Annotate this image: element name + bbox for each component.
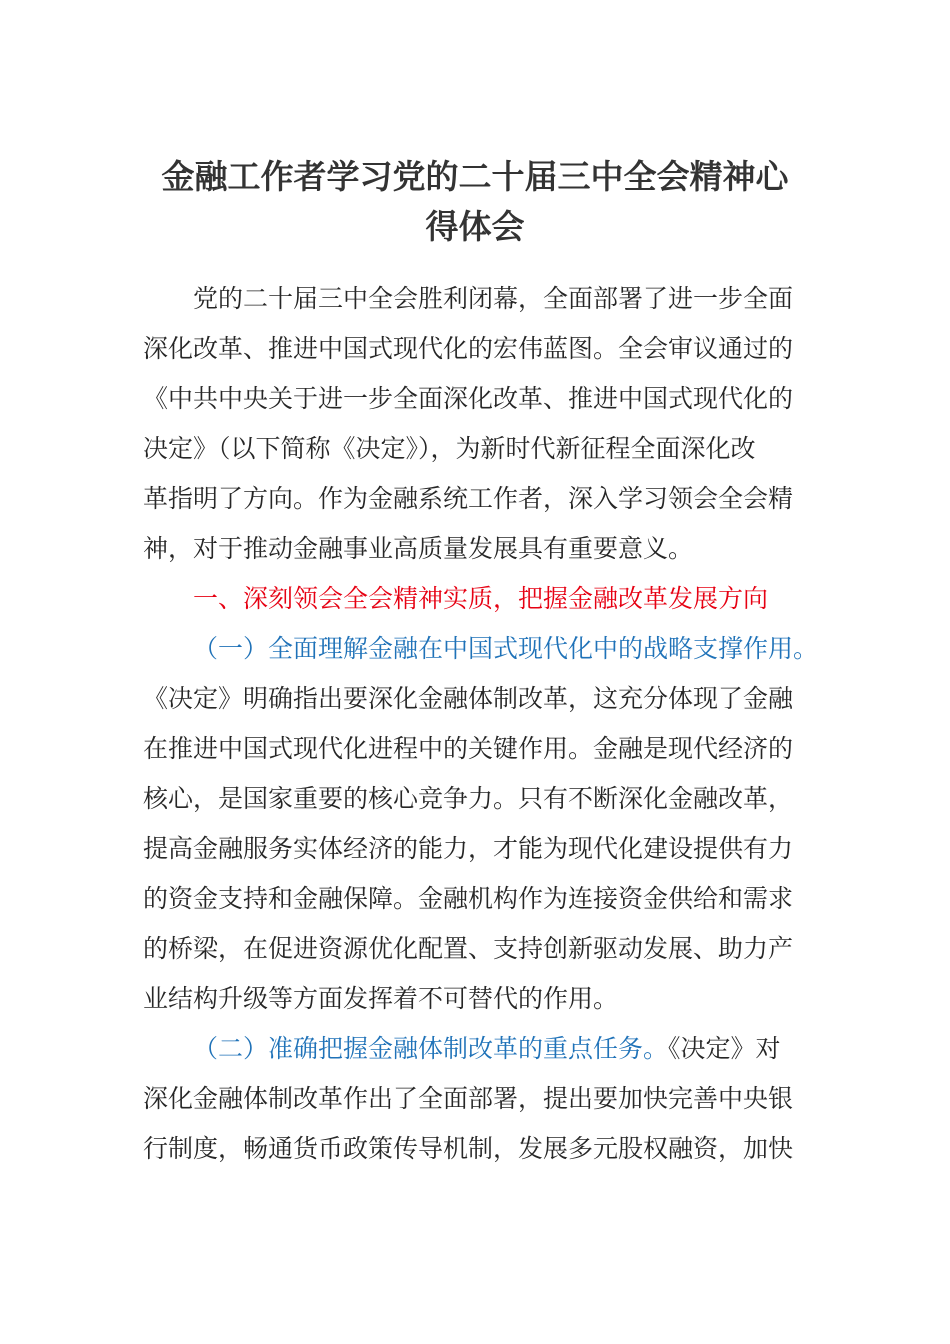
subsection-2-first-line [193, 1029, 823, 1069]
body-line: 的桥梁，在促进资源优化配置、支持创新驱动发展、助力产 [143, 934, 794, 963]
title-line-1: 金融工作者学习党的二十届三中全会精神心 [161, 157, 789, 196]
body-line: 的资金支持和金融保障。金融机构作为连接资金供给和需求 [143, 884, 794, 913]
intro-line: 党的二十届三中全会胜利闭幕，全面部署了进一步全面 [193, 284, 794, 313]
body-line: 深化金融体制改革作出了全面部署，提出要加快完善中央银 [143, 1084, 794, 1113]
intro-line: 神，对于推动金融事业高质量发展具有重要意义。 [143, 534, 694, 563]
intro-line: 决定》（以下简称《决定》），为新时代新征程全面深化改 [143, 434, 756, 463]
intro-line: 《中共中央关于进一步全面深化改革、推进中国式现代化的 [143, 384, 794, 413]
body-line: 提高金融服务实体经济的能力，才能为现代化建设提供有力 [143, 834, 794, 863]
subsection-heading-2: （二）准确把握金融体制改革的重点任务。 [193, 1034, 669, 1063]
body-line: 《决定》明确指出要深化金融体制改革，这充分体现了金融 [143, 684, 794, 713]
body-line: 在推进中国式现代化进程中的关键作用。金融是现代经济的 [143, 734, 794, 763]
subsection-2-heading-tail: 《决定》对 [668, 1034, 781, 1063]
subsection-heading-1: （一）全面理解金融在中国式现代化中的战略支撑作用。 [193, 634, 819, 663]
document-title [120, 152, 830, 252]
title-line-2: 得体会 [425, 207, 525, 246]
body-line: 核心，是国家重要的核心竞争力。只有不断深化金融改革， [143, 784, 794, 813]
intro-line: 革指明了方向。作为金融系统工作者，深入学习领会全会精 [143, 484, 794, 513]
section-heading-1: 一、深刻领会全会精神实质，把握金融改革发展方向 [193, 584, 769, 613]
body-line: 行制度，畅通货币政策传导机制，发展多元股权融资，加快 [143, 1134, 794, 1163]
intro-line: 深化改革、推进中国式现代化的宏伟蓝图。全会审议通过的 [143, 334, 794, 363]
body-line: 业结构升级等方面发挥着不可替代的作用。 [143, 984, 619, 1013]
